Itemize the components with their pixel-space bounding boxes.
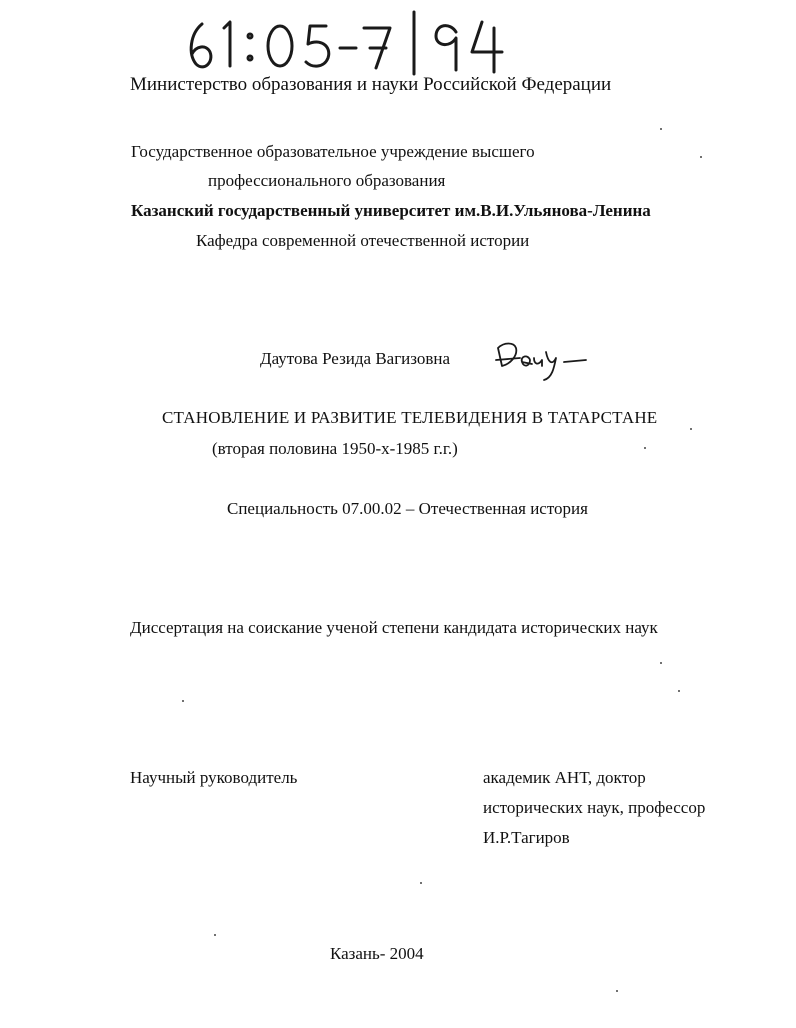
dissertation-degree-line: Диссертация на соискание ученой степени кандидата исторических наук	[130, 618, 658, 637]
supervisor-title-1: академик АНТ, доктор	[483, 768, 646, 787]
scan-speck	[182, 700, 184, 702]
scan-speck	[644, 447, 646, 449]
handwritten-archive-code	[180, 6, 510, 76]
place-and-year: Казань- 2004	[330, 944, 424, 963]
scan-speck	[420, 882, 422, 884]
scan-speck	[700, 156, 702, 158]
scan-speck	[678, 690, 680, 692]
institution-line-1: Государственное образовательное учреждение высшего	[131, 142, 535, 161]
university-name: Казанский государственный университет им.В.И.Ульянова-Ленина	[131, 201, 651, 220]
author-signature	[490, 338, 590, 382]
department-name: Кафедра современной отечественной истории	[196, 231, 530, 250]
scan-speck	[690, 428, 692, 430]
dissertation-period: (вторая половина 1950-х-1985 г.г.)	[212, 439, 458, 458]
supervisor-title-2: исторических наук, профессор	[483, 798, 706, 817]
specialty-line: Специальность 07.00.02 – Отечественная история	[227, 499, 588, 518]
author-name: Даутова Резида Вагизовна	[260, 349, 451, 368]
dissertation-title: СТАНОВЛЕНИЕ И РАЗВИТИЕ ТЕЛЕВИДЕНИЯ В ТАТАРСТАНЕ	[162, 408, 658, 427]
scan-speck	[660, 662, 662, 664]
institution-line-2: профессионального образования	[208, 171, 446, 190]
supervisor-label: Научный руководитель	[130, 768, 298, 787]
scan-speck	[660, 128, 662, 130]
supervisor-name: И.Р.Тагиров	[483, 828, 570, 847]
scan-speck	[214, 934, 216, 936]
scan-speck	[616, 990, 618, 992]
ministry-heading: Министерство образования и науки Российской Федерации	[130, 74, 612, 95]
